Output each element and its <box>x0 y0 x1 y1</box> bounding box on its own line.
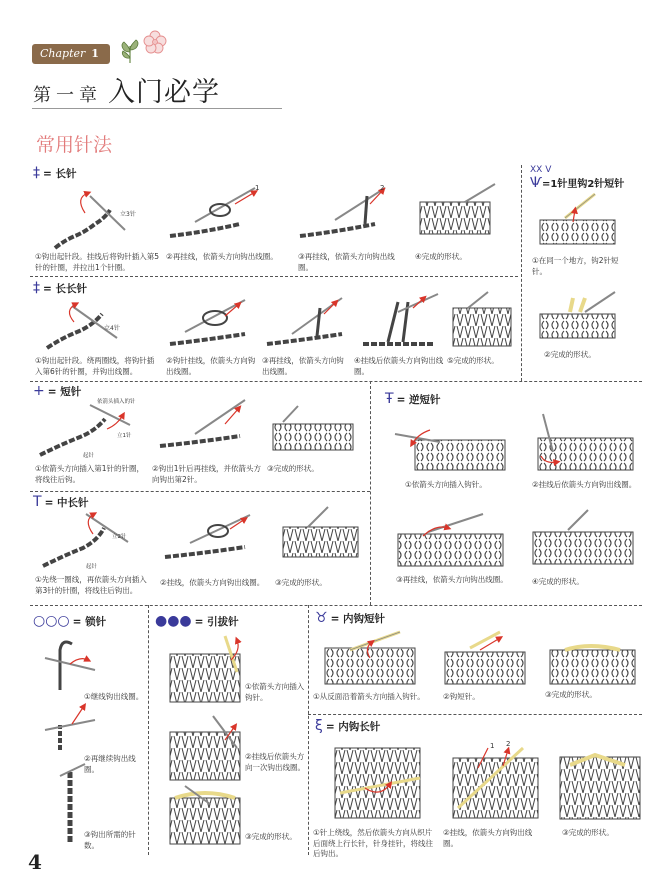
svg-text:1: 1 <box>490 742 495 750</box>
slip-stitch-symbol-icon: ●●● <box>155 613 192 629</box>
chapter-label: Chapter <box>40 47 86 60</box>
svg-text:依箭头插入的针: 依箭头插入的针 <box>97 399 136 405</box>
diagram-niduanzhen-4 <box>528 508 638 570</box>
diagram-yinbazhen-3 <box>165 784 245 849</box>
caption-changzhen-3: ③再挂线，依箭头方向钩出线圈。 <box>298 252 395 272</box>
divider <box>30 491 370 492</box>
svg-text:2: 2 <box>380 184 385 192</box>
svg-text:起针: 起针 <box>86 564 98 570</box>
diagram-suozhen-1 <box>40 630 100 695</box>
leaf-icon <box>118 38 142 68</box>
caption-niduanzhen-2: ②挂线后依箭头方向钩出线圈。 <box>532 480 637 489</box>
caption-zhongchangzhen-3: ③完成的形状。 <box>275 578 327 587</box>
diagram-neigouchang-3 <box>555 745 645 823</box>
diagram-zhongchangzhen-1 <box>38 508 148 570</box>
section-title: 常用针法 <box>36 134 113 156</box>
caption-niduanzhen-3: ③再挂线，依箭头方向钩出线圈。 <box>396 575 508 584</box>
chapter-number: 1 <box>91 47 99 60</box>
flower-icon <box>143 30 167 58</box>
increase-symbol-icon: XX V <box>530 165 552 175</box>
caption-yinbazhen-1: ①依箭头方向插入钩针。 <box>245 682 305 702</box>
back-post-single-symbol-icon: ♉ <box>315 610 328 626</box>
diagram-yinbazhen-2 <box>165 712 245 784</box>
caption-changchangzhen-4: ④挂线后依箭头方向钩出线圈。 <box>354 356 444 376</box>
diagram-suozhen-2 <box>40 700 100 755</box>
caption-changchangzhen-5: ⑤完成的形状。 <box>447 356 499 365</box>
stitch-title-zhongchangzhen: T = 中长针 <box>33 494 89 510</box>
diagram-changchangzhen-4 <box>358 292 443 352</box>
half-double-crochet-symbol-icon: T <box>33 494 42 510</box>
diagram-yishunxiao-2 <box>535 290 620 342</box>
reverse-single-crochet-symbol-icon: Ŧ <box>385 391 394 407</box>
divider <box>308 714 642 715</box>
stitch-title-changzhen: ‡ = 长针 <box>33 165 77 181</box>
divider <box>30 276 518 277</box>
double-crochet-symbol-icon: ‡ <box>33 165 40 181</box>
diagram-changzhen-1 <box>50 188 150 253</box>
caption-yinbazhen-3: ③完成的形状。 <box>245 832 297 841</box>
stitch-title-changchangzhen: ‡ = 长长针 <box>33 280 87 296</box>
caption-neigouduan-2: ②钩短针。 <box>443 692 480 701</box>
caption-suozhen-3: ③钩出所需的针数。 <box>84 830 136 850</box>
svg-text:起针: 起针 <box>83 453 95 459</box>
divider <box>370 381 371 605</box>
caption-neigouchang-3: ③完成的形状。 <box>562 828 614 837</box>
diagram-yinbazhen-1 <box>165 632 245 707</box>
diagram-changchangzhen-1 <box>42 298 142 353</box>
divider <box>30 381 642 382</box>
triple-crochet-symbol-icon: ‡ <box>33 280 40 296</box>
caption-changchangzhen-3: ③再挂线，依箭头方向钩出线圈。 <box>262 356 344 376</box>
divider <box>148 605 149 855</box>
caption-changzhen-4: ④完成的形状。 <box>415 252 467 261</box>
caption-duanzhen-3: ③完成的形状。 <box>267 464 319 473</box>
diagram-changzhen-2 <box>165 184 265 249</box>
caption-niduanzhen-1: ①依箭头方向插入钩针。 <box>405 480 487 489</box>
svg-text:2: 2 <box>506 740 511 748</box>
stitch-title-suozhen: ○○○ = 锁针 <box>33 613 107 629</box>
chapter-title <box>33 70 220 109</box>
diagram-neigouduan-3 <box>545 628 640 688</box>
title-underline <box>32 108 282 109</box>
diagram-yishunxiao-1 <box>535 192 620 250</box>
caption-duanzhen-2: ②钩出1针后再挂线，并依箭头方向钩出第2针。 <box>152 464 261 484</box>
svg-text:立4针: 立4针 <box>104 325 120 332</box>
page-number: 4 <box>28 850 42 874</box>
diagram-duanzhen-1 <box>35 395 155 460</box>
caption-yishunxiao-2: ②完成的形状。 <box>544 350 596 359</box>
divider <box>30 605 642 606</box>
caption-neigouchang-1: ①针上绕线，然后依箭头方向从织片后面绕上行长针，针身挂针，将线往后钩出。 <box>313 828 433 858</box>
caption-zhongchangzhen-2: ②挂线，依箭头方向钩出线圈。 <box>160 578 265 587</box>
diagram-changzhen-3 <box>295 184 395 249</box>
diagram-changzhen-4 <box>415 182 505 242</box>
stitch-title-neigouchang: ξ = 内钩长针 <box>315 718 381 734</box>
single-crochet-symbol-icon: + <box>33 383 45 399</box>
svg-text:1: 1 <box>255 184 260 192</box>
diagram-zhongchangzhen-3 <box>278 505 368 563</box>
caption-changzhen-1: ①钩出起针段。挂线后将钩针插入第5针的针圈，并拉出1个针圈。 <box>35 252 159 272</box>
stitch-title-yishunxiao: XX V Ѱ=1针里钩2针短针 <box>530 165 625 191</box>
diagram-changchangzhen-3 <box>262 294 352 354</box>
diagram-neigouduan-2 <box>440 628 530 688</box>
caption-neigouchang-2: ②挂线，依箭头方向钩出线圈。 <box>443 828 533 848</box>
diagram-zhongchangzhen-2 <box>160 505 260 565</box>
chapter-title-main: 入门必学 <box>108 77 220 108</box>
svg-text:立2针: 立2针 <box>112 534 127 540</box>
stitch-title-yinbazhen: ●●● = 引拔针 <box>155 613 239 629</box>
caption-suozhen-1: ①继线钩出线圈。 <box>84 692 144 701</box>
stitch-title-niduanzhen: Ŧ = 逆短针 <box>385 391 441 407</box>
caption-yinbazhen-2: ②挂线后依箭头方向一次钩出线圈。 <box>245 752 305 772</box>
diagram-changchangzhen-2 <box>165 294 255 354</box>
diagram-niduanzhen-1 <box>390 412 510 477</box>
svg-text:立1针: 立1针 <box>117 433 132 439</box>
diagram-niduanzhen-3 <box>388 510 513 572</box>
svg-text:立3针: 立3针 <box>120 211 136 218</box>
diagram-niduanzhen-2 <box>523 412 638 477</box>
back-post-double-symbol-icon: ξ <box>315 718 323 734</box>
divider <box>521 165 522 381</box>
stitch-title-neigouduan: ♉ = 内钩短针 <box>315 610 386 626</box>
diagram-neigouduan-1 <box>320 628 420 688</box>
diagram-neigouchang-1 <box>330 738 430 823</box>
caption-changchangzhen-2: ②钩针挂线，依箭头方向钩出线圈。 <box>166 356 256 376</box>
caption-neigouduan-3: ③完成的形状。 <box>545 690 597 699</box>
diagram-changchangzhen-5 <box>448 290 518 350</box>
stitch-title-duanzhen: + = 短针 <box>33 383 82 399</box>
caption-duanzhen-1: ①依箭头方向插入第1针的针圈，将线往后钩。 <box>35 464 144 484</box>
caption-niduanzhen-4: ④完成的形状。 <box>532 577 584 586</box>
diagram-duanzhen-2 <box>155 394 255 454</box>
chain-symbol-icon: ○○○ <box>33 613 70 629</box>
caption-zhongchangzhen-1: ①先绕一圈线，再依箭头方向插入第3针的针圈，将线往后钩出。 <box>35 575 147 595</box>
caption-changzhen-2: ②再挂线，依箭头方向钩出线圈。 <box>166 252 278 261</box>
divider <box>308 605 309 855</box>
chapter-title-prefix: 第一章 <box>33 85 102 106</box>
caption-neigouduan-1: ①从反面沿着箭头方向插入钩针。 <box>313 692 425 701</box>
diagram-duanzhen-3 <box>268 402 363 457</box>
caption-suozhen-2: ②再继续钩出线圈。 <box>84 754 136 774</box>
increase-fan-icon: Ѱ <box>530 175 542 191</box>
caption-changchangzhen-1: ①钩出起针段。绕两圈线，将钩针插入第6针的针圈，并钩出线圈。 <box>35 356 155 376</box>
chapter-badge <box>32 44 110 64</box>
diagram-neigouchang-2 <box>448 738 543 823</box>
caption-yishunxiao-1: ①在同一个地方，钩2针短针。 <box>532 256 619 276</box>
